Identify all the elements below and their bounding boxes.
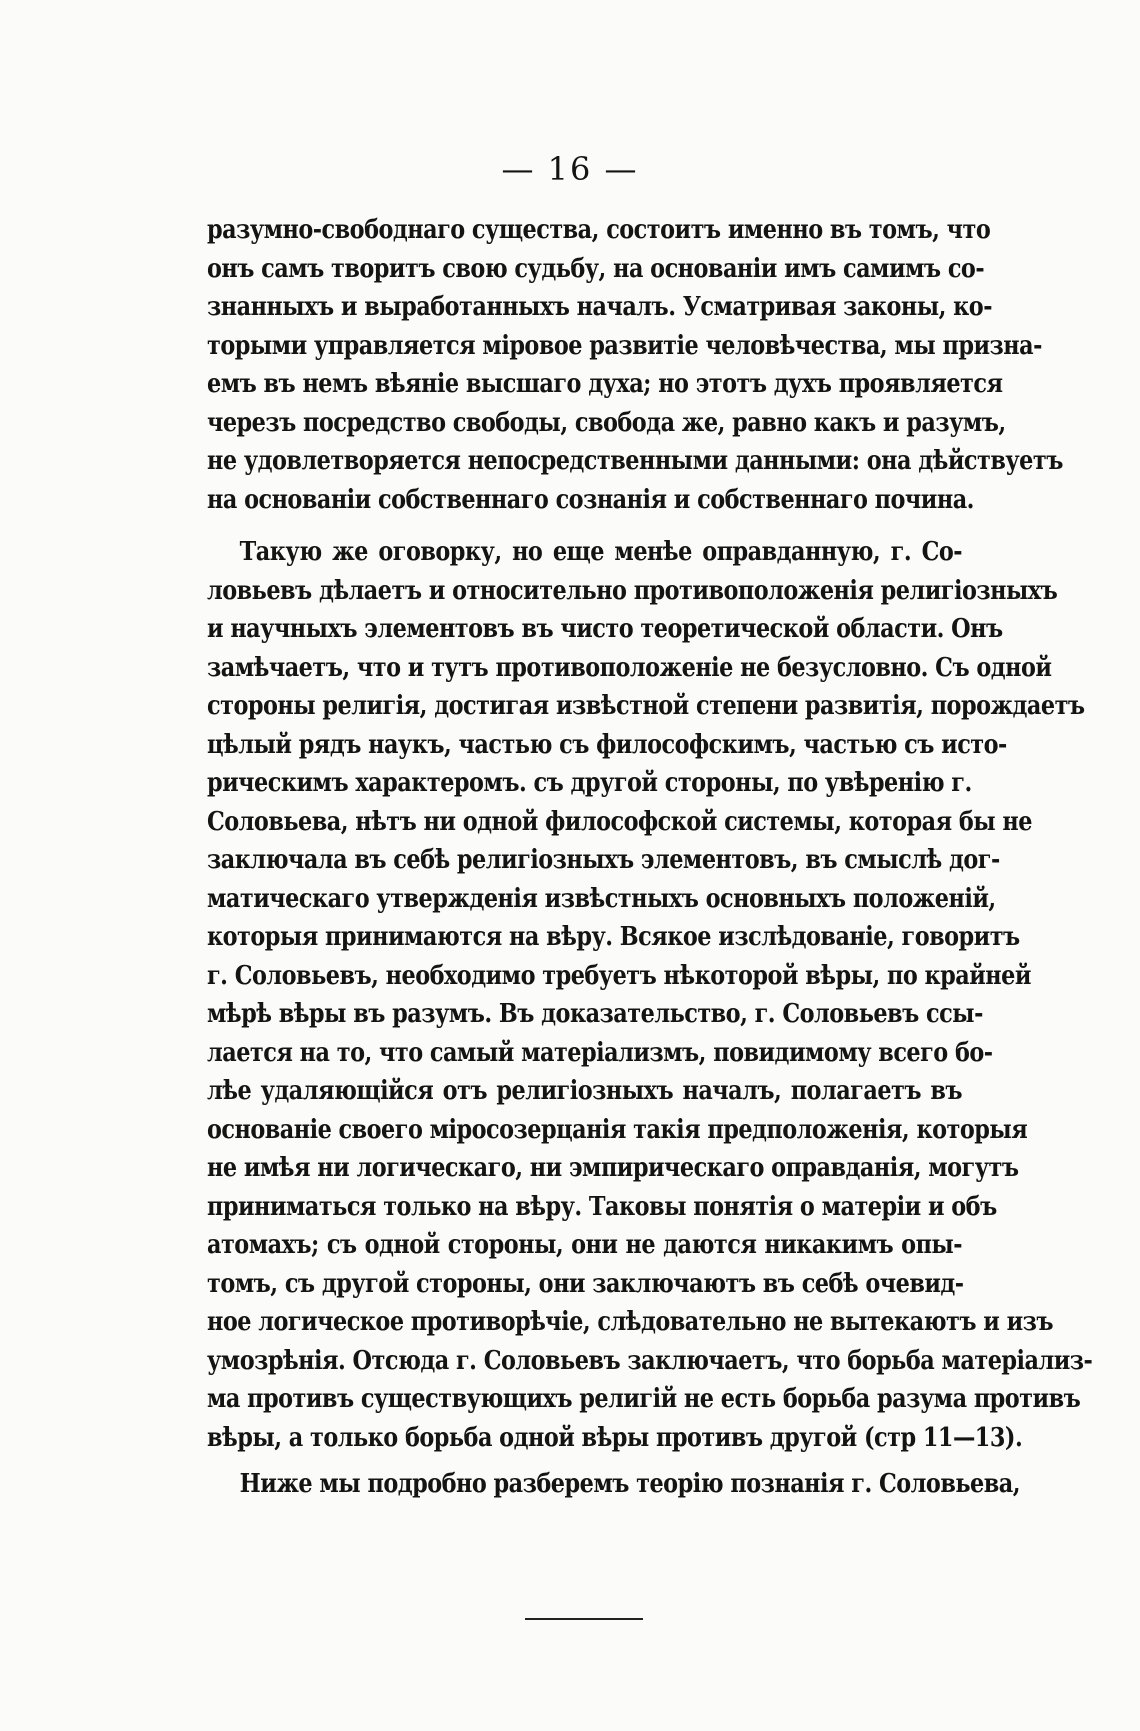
text-line: на основанiи собственнаго сознанiя и собственнаго почина. xyxy=(207,484,974,515)
text-line: стороны религiя, достигая извѣстной степени развитiя, порождаетъ xyxy=(207,691,1085,721)
text-line: Такую же оговорку, но еще менѣе оправданную, г. Со- xyxy=(239,537,963,567)
text-line: приниматься только на вѣру. Таковы понятiя о матерiи и объ xyxy=(207,1191,997,1222)
text-line: емъ въ немъ вѣянiе высшаго духа; но этотъ духъ проявляется xyxy=(207,369,1003,399)
text-line: матическаго утвержденiя извѣстныхъ основныхъ положенiй, xyxy=(207,883,996,914)
text-line: замѣчаетъ, что и тутъ противоположенiе не безусловно. Съ одной xyxy=(207,652,1052,683)
text-line: ма противъ существующихъ религiй не есть борьба разума противъ xyxy=(207,1384,1081,1414)
paragraph-3 xyxy=(207,1465,1020,1504)
text-line: вѣры, а только борьба одной вѣры противъ другой (стр 11—13). xyxy=(207,1422,1023,1453)
text-line: умозрѣнiя. Отсюда г. Соловьевъ заключаетъ, что борьба матерiализ- xyxy=(207,1345,1093,1376)
text-line: лѣе удаляющiйся отъ религiозныхъ началъ, полагаетъ въ xyxy=(207,1076,963,1106)
page-number: — 16 — xyxy=(501,150,639,188)
text-line: торыми управляется мiровое развитiе человѣчества, мы призна- xyxy=(207,330,1042,361)
paragraph-2 xyxy=(207,533,1093,1457)
text-line: Ниже мы подробно разберемъ теорiю познанiя г. Соловьева, xyxy=(239,1469,1020,1499)
paragraph-1 xyxy=(207,211,1063,519)
text-line: и научныхъ элементовъ въ чисто теоретической области. Онъ xyxy=(207,614,1003,644)
text-line: мѣрѣ вѣры въ разумъ. Въ доказательство, г. Соловьевъ ссы- xyxy=(207,999,983,1029)
text-line: которыя принимаются на вѣру. Всякое изслѣдованiе, говоритъ xyxy=(207,922,1020,952)
text-line: г. Соловьевъ, необходимо требуетъ нѣкоторой вѣры, по крайней xyxy=(207,960,1031,991)
text-line: цѣлый рядъ наукъ, частью съ философскимъ, частью съ исто- xyxy=(207,729,1007,760)
body-text xyxy=(207,211,1093,1504)
text-line: заключала въ себѣ религiозныхъ элементовъ, въ смыслѣ дог- xyxy=(207,845,1000,875)
text-line: ное логическое противорѣчiе, слѣдовательно не вытекаютъ и изъ xyxy=(207,1307,1054,1337)
text-line: томъ, съ другой стороны, они заключаютъ въ себѣ очевид- xyxy=(207,1268,964,1299)
text-line: Соловьева, нѣтъ ни одной философской системы, которая бы не xyxy=(207,806,1032,837)
bottom-rule xyxy=(525,1618,643,1620)
text-line: не имѣя ни логическаго, ни эмпирическаго оправданiя, могутъ xyxy=(207,1153,1019,1183)
text-line: атомахъ; съ одной стороны, они не даются никакимъ опы- xyxy=(207,1230,963,1260)
text-line: ловьевъ дѣлаетъ и относительно противоположенiя религiозныхъ xyxy=(207,575,1058,606)
text-line: основанiе своего мiросозерцанiя такiя предположенiя, которыя xyxy=(207,1114,1028,1145)
text-line: онъ самъ творитъ свою судьбу, на основанiи имъ самимъ со- xyxy=(207,253,985,284)
text-line: знанныхъ и выработанныхъ началъ. Усматривая законы, ко- xyxy=(207,292,992,322)
text-line: разумно-свободнаго существа, состоитъ именно въ томъ, что xyxy=(207,215,991,245)
text-line: рическимъ характеромъ. съ другой стороны, по увѣренiю г. xyxy=(207,768,972,798)
text-line: не удовлетворяется непосредственными данными: она дѣйствуетъ xyxy=(207,446,1063,476)
text-line: лается на то, что самый матерiализмъ, повидимому всего бо- xyxy=(207,1037,993,1068)
text-line: черезъ посредство свободы, свобода же, равно какъ и разумъ, xyxy=(207,407,1006,438)
